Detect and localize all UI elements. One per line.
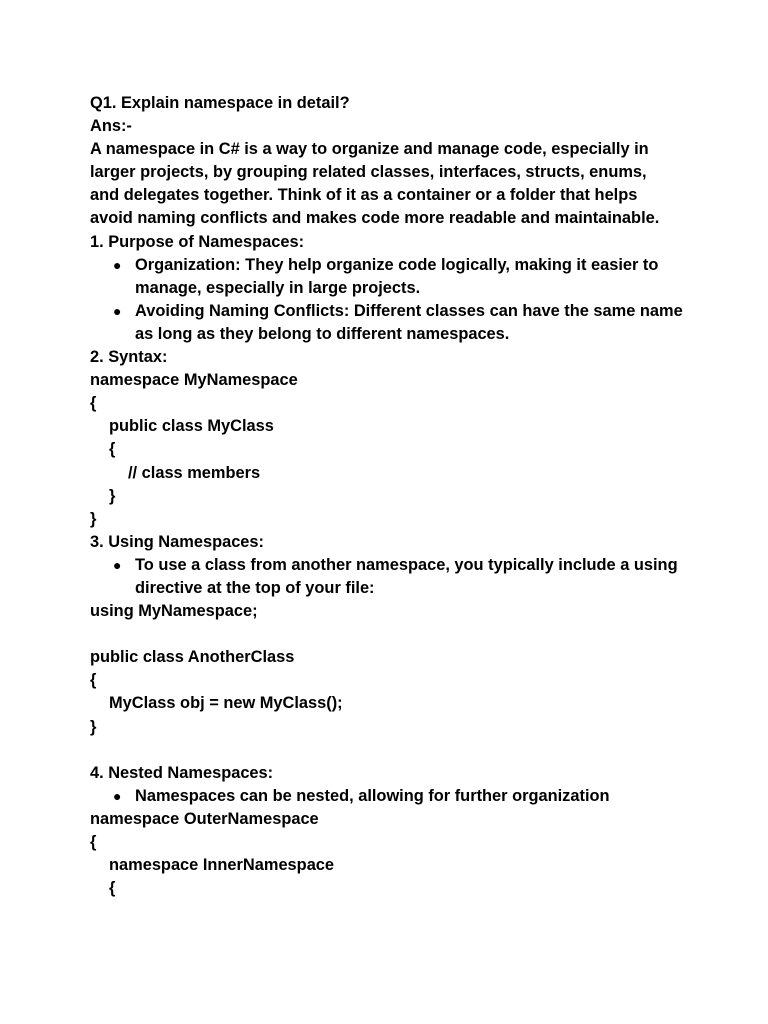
document-body	[90, 92, 690, 900]
bullet-text: Namespaces can be nested, allowing for further organization	[135, 786, 610, 805]
bullet-icon: ●	[113, 302, 122, 319]
list-item	[90, 300, 695, 346]
intro-paragraph: A namespace in C# is a way to organize and manage code, especially in larger projects, by grouping related classes, interfaces, structs, enums, and delegates together. Think of it as a container or a folder that helps avoid naming conflicts and makes code more readable and maintainable.	[90, 140, 660, 228]
code-line: {	[109, 440, 116, 459]
list-item	[90, 785, 695, 808]
code-line: {	[90, 833, 97, 851]
bullet-icon: ●	[113, 787, 122, 804]
code-line: namespace OuterNamespace	[90, 809, 319, 828]
question-heading: Q1. Explain namespace in detail?	[90, 94, 350, 112]
syntax-heading: 2. Syntax:	[90, 348, 168, 367]
code-line: namespace InnerNamespace	[109, 856, 335, 875]
code-line: // class members	[128, 463, 261, 482]
code-line: {	[90, 671, 97, 690]
code-line: {	[109, 879, 116, 898]
nested-bullet-list	[90, 785, 690, 808]
blank-line	[90, 623, 690, 646]
code-line: MyClass obj = new MyClass();	[109, 694, 343, 713]
list-item	[90, 554, 695, 600]
bullet-icon: ●	[113, 556, 122, 573]
code-line: {	[90, 394, 97, 413]
code-line: public class MyClass	[109, 417, 274, 436]
bullet-icon: ●	[113, 256, 122, 273]
code-line: using MyNamespace;	[90, 602, 258, 621]
bullet-text: Organization: They help organize code logically, making it easier to manage, especially in large projects.	[135, 255, 659, 297]
code-line: namespace MyNamespace	[90, 371, 298, 390]
purpose-heading: 1. Purpose of Namespaces:	[90, 232, 305, 251]
code-line: }	[109, 486, 116, 505]
nested-heading: 4. Nested Namespaces:	[90, 763, 274, 782]
answer-label: Ans:-	[90, 117, 132, 136]
code-line: }	[90, 509, 97, 528]
code-line: }	[90, 717, 97, 736]
using-heading: 3. Using Namespaces:	[90, 532, 264, 551]
code-line: public class AnotherClass	[90, 648, 295, 667]
using-bullet-list	[90, 554, 690, 600]
bullet-text: Avoiding Naming Conflicts: Different classes can have the same name as long as they belong to different namespaces.	[135, 301, 683, 343]
list-item	[90, 254, 695, 300]
bullet-text: To use a class from another namespace, you typically include a using directive at the top of your file:	[135, 555, 678, 597]
purpose-bullet-list	[90, 254, 690, 346]
blank-line	[90, 739, 690, 762]
